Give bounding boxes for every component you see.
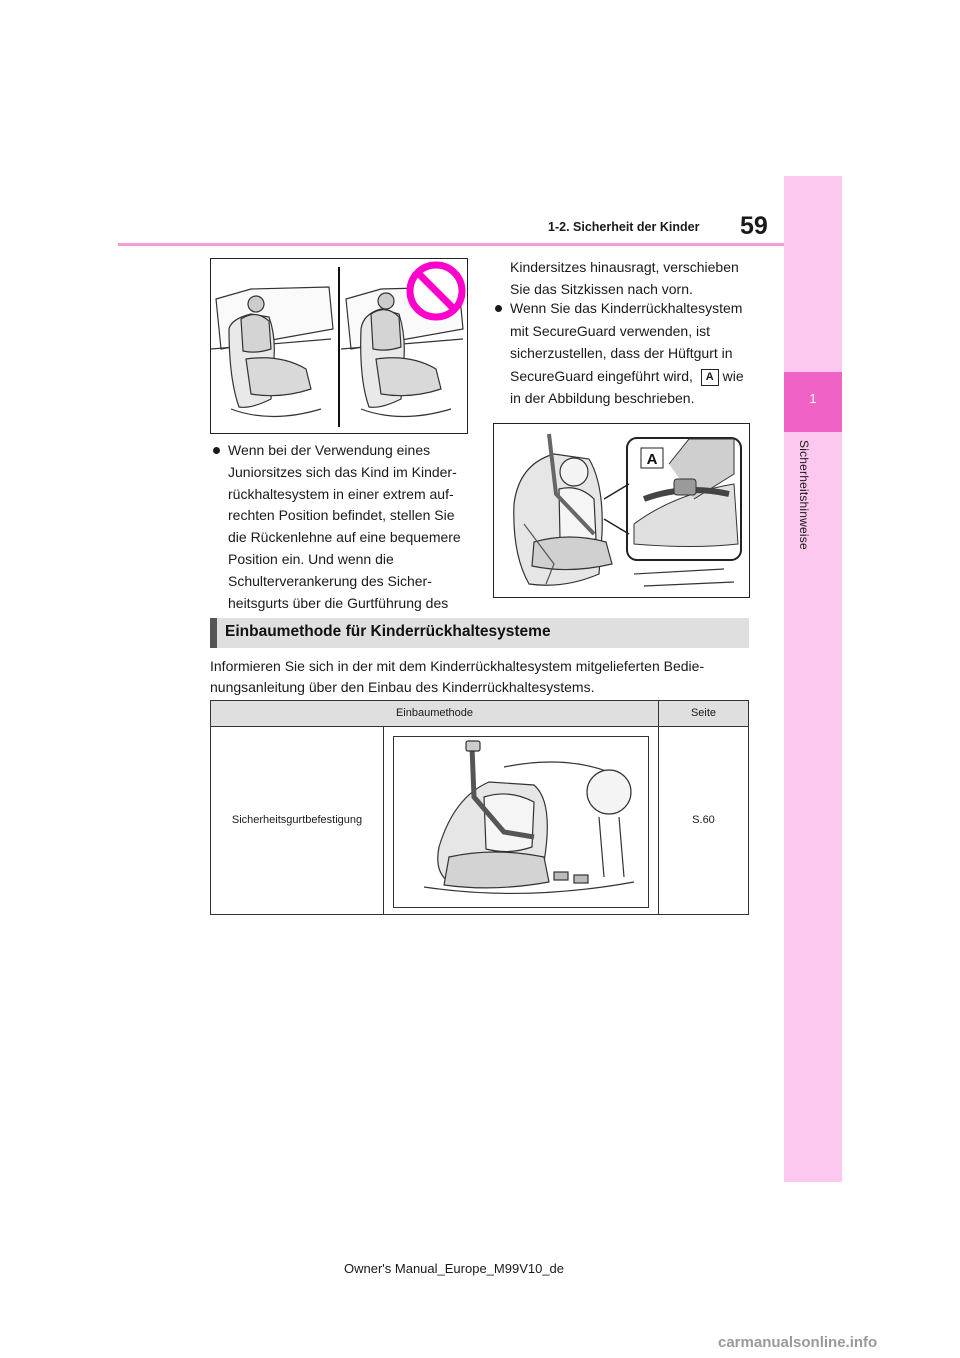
chapter-side-tab bbox=[784, 176, 842, 1182]
section-title: 1-2. Sicherheit der Kinder bbox=[548, 220, 700, 234]
table-header-page: Seite bbox=[690, 707, 717, 719]
seat-illustration-left bbox=[211, 287, 333, 417]
table-header-method: Einbaumethode bbox=[211, 701, 659, 726]
section-intro-text: Informieren Sie sich in der mit dem Kinderrückhaltesystem mitgelieferten Bedienungsanleitung über den Einbau des Kinderrückhaltesystems. bbox=[210, 658, 705, 695]
secureguard-detail-callout bbox=[627, 438, 741, 560]
bullet-text-secureguard bbox=[510, 297, 750, 410]
secureguard-text: Wenn Sie das Kinderrückhaltesystem mit SecureGuard verwenden, ist sicherzustellen, dass der Hüftgurt in SecureGuard eingeführt wird, bbox=[510, 300, 743, 384]
bullet-dot bbox=[213, 447, 220, 454]
page-number: 59 bbox=[740, 212, 768, 240]
table-cell-method: Sicherheitsgurtbefestigung bbox=[211, 727, 384, 914]
section-heading-bar bbox=[210, 618, 217, 648]
seatbelt-installation-illustration bbox=[393, 736, 649, 908]
bullet-dot bbox=[495, 305, 502, 312]
installation-method-table bbox=[210, 700, 749, 915]
prohibition-icon bbox=[410, 265, 462, 317]
secureguard-text-end: wie in der Abbildung beschrieben. bbox=[510, 367, 744, 407]
marker-a-label: A bbox=[701, 369, 719, 386]
section-heading-text: Einbaumethode für Kinderrückhaltesysteme bbox=[225, 623, 551, 640]
bullet-text-continued: Kindersitzes hinausragt, verschieben Sie das Sitzkissen nach vorn. bbox=[510, 259, 739, 297]
figure-secureguard bbox=[493, 423, 750, 598]
bullet-text-upright-position: Wenn bei der Verwendung eines Juniorsitzes sich das Kind im Kinderrückhaltesystem in einer extrem aufrechten Position befindet, stellen Sie die Rückenlehne auf eine bequemere Position ein. Und wenn die Schulterverankerung des Sicherheitsgurts über die Gurtführung des bbox=[228, 442, 461, 611]
section-heading bbox=[210, 618, 749, 648]
table-cell-illustration bbox=[384, 727, 659, 914]
header-rule bbox=[118, 243, 784, 246]
chapter-number: 1 bbox=[809, 391, 817, 406]
table-header-row bbox=[211, 701, 748, 727]
figure-upright-seat-prohibited bbox=[210, 258, 468, 434]
callout-a-label: A bbox=[646, 451, 658, 468]
watermark: carmanualsonline.info bbox=[718, 1334, 878, 1351]
manual-footer: Owner's Manual_Europe_M99V10_de bbox=[344, 1261, 565, 1276]
chapter-label: Sicherheitshinweise bbox=[797, 440, 811, 550]
table-cell-page[interactable]: S.60 bbox=[692, 814, 715, 826]
